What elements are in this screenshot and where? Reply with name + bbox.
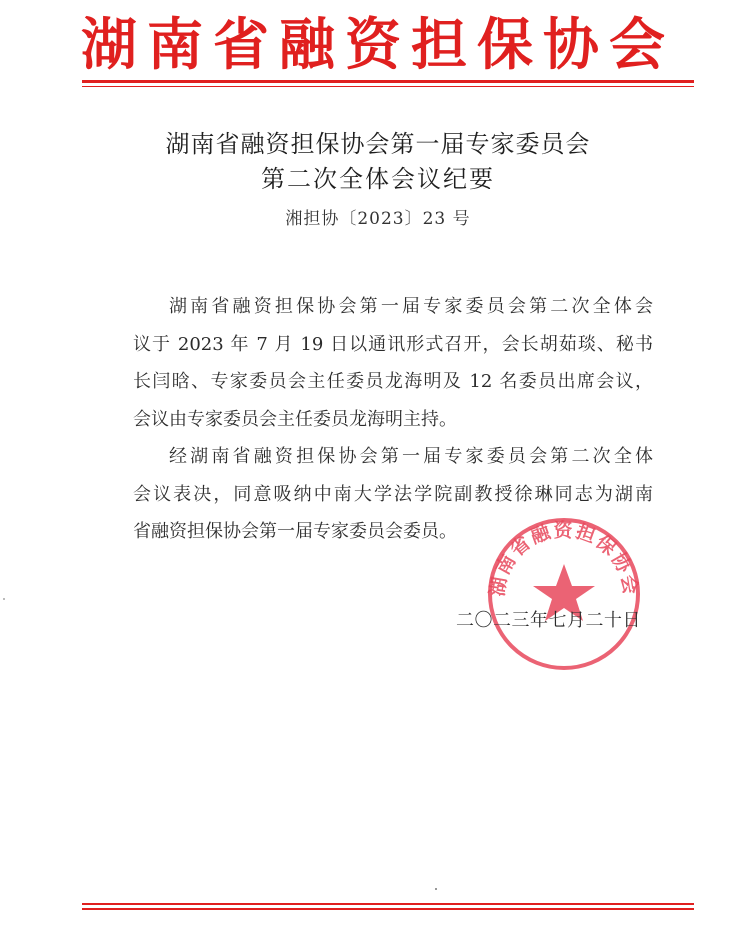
header-rule-thick: [82, 80, 694, 83]
organization-letterhead: 湖南省融资担保协会: [81, 12, 675, 78]
paragraph-1-line-4: 会议由专家委员会主任委员龙海明主持。: [133, 408, 457, 430]
paragraph-1-line-1: 湖南省融资担保协会第一届专家委员会第二次全体会: [169, 296, 653, 317]
document-body: [133, 288, 653, 551]
paragraph-2-line-3: 省融资担保协会第一届专家委员会委员。: [133, 521, 457, 542]
footer-rule-2: [82, 908, 694, 910]
paragraph-1-line-2: 议于 2023 年 7 月 19 日以通讯形式召开，会长胡茹琰、秘书: [133, 333, 653, 355]
document-date: 二〇二三年七月二十日: [456, 610, 641, 631]
paragraph-1-line-3: 长闫晗、专家委员会主任委员龙海明及 12 名委员出席会议，: [133, 371, 653, 392]
document-number: 湘担协〔2023〕23 号: [285, 209, 471, 229]
seal-text: 湖南省融资担保协会: [486, 519, 642, 598]
paragraph-2-line-1: 经湖南省融资担保协会第一届专家委员会第二次全体: [169, 446, 653, 467]
footer-rule-1: [82, 903, 694, 905]
scan-dot: [435, 888, 437, 890]
document-title-line2: 第二次全体会议纪要: [261, 165, 495, 193]
official-seal: [484, 514, 644, 674]
scan-mark: [3, 598, 5, 600]
paragraph-2-line-2: 会议表决，同意吸纳中南大学法学院副教授徐琳同志为湖南: [133, 483, 653, 505]
header-rule-thin: [82, 86, 694, 87]
document-title-line1: 湖南省融资担保协会第一届专家委员会: [165, 130, 591, 158]
